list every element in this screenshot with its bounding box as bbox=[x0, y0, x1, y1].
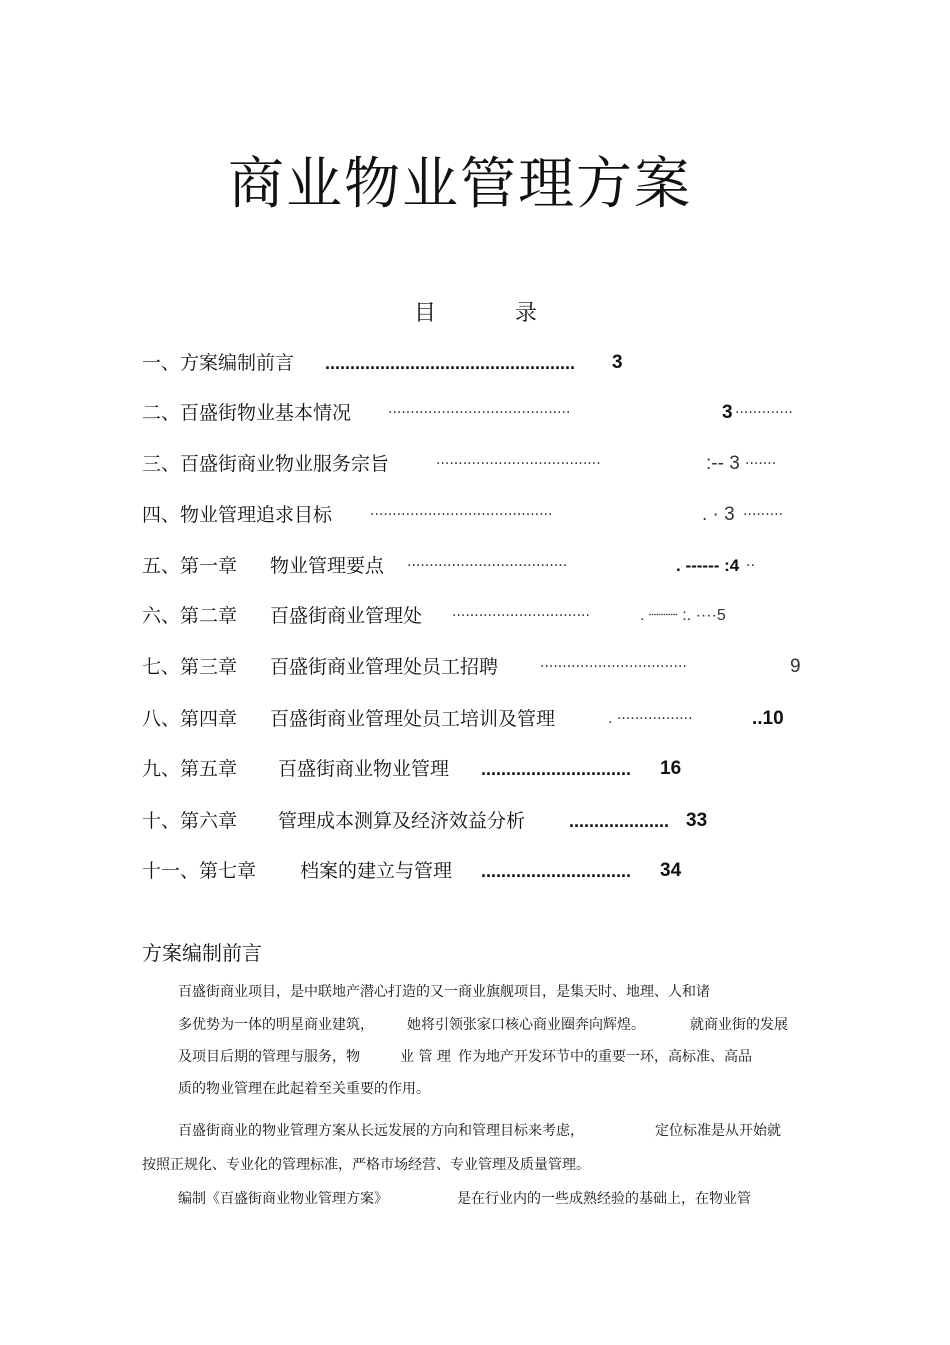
toc-entry[interactable] bbox=[142, 500, 332, 530]
section-heading: 方案编制前言 bbox=[142, 941, 262, 965]
toc-leader-dots: .................................................. bbox=[325, 353, 576, 373]
toc-trailing-dots: ·· bbox=[746, 558, 755, 574]
toc-entry-chapter: 五、第一章 bbox=[142, 555, 238, 577]
toc-trailing-dots: ········· bbox=[743, 507, 784, 523]
toc-heading-left: 目 bbox=[414, 301, 437, 326]
paragraph-line: 定位标准是从开始就 bbox=[655, 1123, 781, 1139]
toc-entry[interactable] bbox=[142, 601, 237, 631]
toc-leader-dots: ········································· bbox=[370, 507, 553, 523]
toc-entry-label: 三、百盛街商业物业服务宗旨 bbox=[142, 453, 390, 475]
paragraph-line: 她将引领张家口核心商业圈奔向辉煌。 bbox=[407, 1017, 645, 1033]
paragraph-line: 就商业街的发展 bbox=[690, 1017, 788, 1033]
paragraph-line: 及项目后期的管理与服务，物 bbox=[178, 1049, 360, 1065]
toc-entry-title: 管理成本测算及经济效益分析 bbox=[278, 810, 526, 832]
toc-entry[interactable] bbox=[142, 398, 351, 428]
toc-entry[interactable] bbox=[142, 856, 256, 886]
paragraph-line: 业 管 理 bbox=[400, 1049, 451, 1065]
toc-page-number: 34 bbox=[660, 860, 682, 881]
toc-entry-title: 百盛街商业管理处员工招聘 bbox=[270, 656, 499, 678]
toc-entry-title: 百盛街商业物业管理 bbox=[278, 758, 450, 780]
toc-entry-title: 档案的建立与管理 bbox=[300, 860, 453, 882]
toc-heading-right: 录 bbox=[515, 301, 538, 326]
paragraph-line: 作为地产开发环节中的重要一环，高标准、高品 bbox=[458, 1049, 752, 1065]
toc-entry[interactable] bbox=[142, 806, 237, 836]
toc-entry-chapter: 六、第二章 bbox=[142, 605, 238, 627]
paragraph-line: 是在行业内的一些成熟经验的基础上，在物业管 bbox=[457, 1191, 751, 1207]
toc-page-number: . ┈┈┈ :. ····5 bbox=[640, 607, 726, 624]
toc-page-number: 33 bbox=[686, 810, 708, 831]
toc-page-number: 3 bbox=[722, 402, 733, 423]
toc-leader-dots: .............................. bbox=[481, 759, 632, 779]
toc-entry[interactable] bbox=[142, 754, 237, 784]
toc-page-number: 16 bbox=[660, 758, 682, 779]
toc-entry[interactable] bbox=[142, 704, 237, 734]
toc-entry-chapter: 七、第三章 bbox=[142, 656, 238, 678]
toc-leader-dots: ···································· bbox=[407, 558, 568, 574]
toc-page-number: 9 bbox=[790, 656, 801, 677]
paragraph-line: 百盛街商业的物业管理方案从长远发展的方向和管理目标来考虑， bbox=[178, 1123, 584, 1139]
toc-entry[interactable] bbox=[142, 348, 294, 378]
toc-entry-chapter: 十一、第七章 bbox=[142, 860, 257, 882]
toc-entry-chapter: 九、第五章 bbox=[142, 758, 238, 780]
paragraph-line: 按照正规化、专业化的管理标准，严格市场经营、专业管理及质量管理。 bbox=[142, 1157, 590, 1173]
toc-leader-dots: .............................. bbox=[481, 861, 632, 881]
paragraph-line: 编制《百盛街商业物业管理方案》 bbox=[178, 1191, 388, 1207]
document-title: 商业物业管理方案 bbox=[228, 152, 692, 217]
toc-page-number: . ------ :4 bbox=[676, 556, 740, 575]
toc-entry-label: 一、方案编制前言 bbox=[142, 352, 295, 374]
toc-entry-chapter: 十、第六章 bbox=[142, 810, 238, 832]
toc-trailing-dots: ············· bbox=[735, 405, 793, 421]
toc-leader-dots: ········································· bbox=[388, 405, 571, 421]
toc-entry[interactable] bbox=[142, 652, 237, 682]
toc-page-number: :-- 3 bbox=[706, 453, 740, 474]
toc-page-number: 3 bbox=[612, 352, 623, 373]
toc-entry-label: 二、百盛街物业基本情况 bbox=[142, 402, 352, 424]
toc-entry-label: 四、物业管理追求目标 bbox=[142, 504, 333, 526]
paragraph-line: 质的物业管理在此起着至关重要的作用。 bbox=[178, 1081, 430, 1097]
toc-entry-title: 百盛街商业管理处 bbox=[270, 605, 423, 627]
toc-leader-dots: .................... bbox=[569, 811, 670, 831]
toc-entry-title: 百盛街商业管理处员工培训及管理 bbox=[270, 708, 556, 730]
toc-entry[interactable] bbox=[142, 449, 389, 479]
paragraph-line: 多优势为一体的明星商业建筑， bbox=[178, 1017, 374, 1033]
toc-page-number: . · 3 bbox=[702, 504, 735, 525]
paragraph-line: 百盛街商业项目，是中联地产潜心打造的又一商业旗舰项目，是集天时、地理、人和诸 bbox=[178, 984, 710, 1000]
toc-entry[interactable] bbox=[142, 551, 237, 581]
toc-leader-dots: . ················· bbox=[608, 711, 693, 727]
toc-leader-dots: ································· bbox=[540, 659, 687, 675]
toc-page-number: ..10 bbox=[752, 708, 784, 729]
toc-entry-chapter: 八、第四章 bbox=[142, 708, 238, 730]
toc-trailing-dots: ······· bbox=[745, 456, 777, 472]
toc-leader-dots: ······························· bbox=[452, 608, 590, 624]
toc-entry-title: 物业管理要点 bbox=[270, 555, 385, 577]
toc-leader-dots: ····································· bbox=[436, 456, 601, 472]
